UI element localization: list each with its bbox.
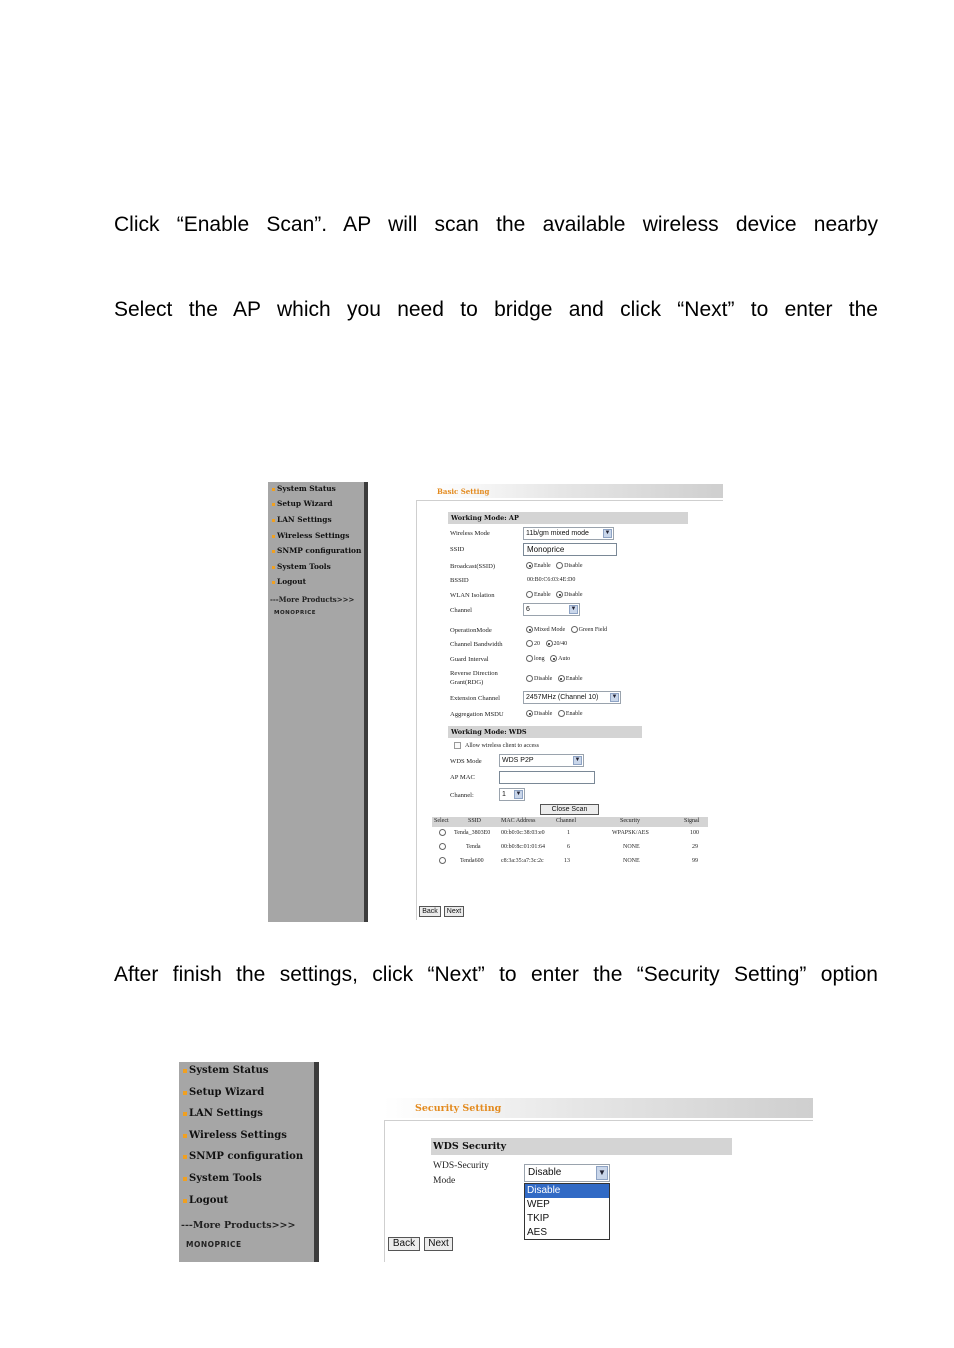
security-cell: NONE <box>623 844 640 850</box>
ssid-label: SSID <box>450 546 465 553</box>
bullet-icon <box>272 581 275 584</box>
more-products-link[interactable]: ---More Products>>> <box>181 1220 296 1231</box>
menu-system-tools[interactable]: System Tools <box>268 562 364 571</box>
guard-interval-options: long Auto <box>526 655 574 662</box>
scan-table-header <box>432 817 708 827</box>
frame-line <box>384 1120 385 1262</box>
menu-logout[interactable]: Logout <box>268 577 364 586</box>
bandwidth-20-radio[interactable] <box>526 640 533 647</box>
menu-logout[interactable]: Logout <box>179 1195 314 1206</box>
column-header: MAC Address <box>501 818 536 824</box>
bullet-icon <box>183 1199 187 1203</box>
isolation-enable-radio[interactable] <box>526 591 533 598</box>
chevron-down-icon: ▼ <box>515 791 522 797</box>
back-button[interactable]: Back <box>388 1237 420 1251</box>
bandwidth-2040-radio[interactable] <box>546 640 553 647</box>
table-row[interactable] <box>432 855 708 869</box>
allow-wireless-client: Allow wireless client to access <box>454 742 543 749</box>
bullet-icon <box>183 1177 187 1181</box>
bssid-label: BSSID <box>450 577 469 584</box>
wds-security-mode-select[interactable]: Disable ▼ <box>524 1164 610 1182</box>
bullet-icon <box>272 566 275 569</box>
security-cell: NONE <box>623 858 640 864</box>
mac-cell: 00:b0:8c:01:01:64 <box>501 844 545 850</box>
frame-line <box>384 1120 813 1121</box>
monoprice-logo: MONOPRICE <box>186 1240 242 1249</box>
signal-cell: 99 <box>692 858 698 864</box>
bullet-icon <box>183 1091 187 1095</box>
amsdu-enable-radio[interactable] <box>558 710 565 717</box>
security-mode-dropdown-list <box>524 1183 610 1240</box>
channel-label: Channel <box>450 607 472 614</box>
title-bar <box>430 484 723 498</box>
ssid-cell: Tenda_3803E0 <box>454 830 491 836</box>
column-header: Security <box>620 818 640 824</box>
instruction-enable-scan: Click “Enable Scan”. AP will scan the available wireless device nearby <box>114 213 878 236</box>
sidebar <box>268 482 364 922</box>
security-setting-screenshot <box>179 1062 813 1262</box>
menu-wireless-settings[interactable]: Wireless Settings <box>179 1130 314 1141</box>
wlan-isolation-options: Enable Disable <box>526 591 587 598</box>
chevron-down-icon: ▼ <box>570 606 577 612</box>
column-header: Channel <box>556 818 576 824</box>
channel-select[interactable]: 6 ▼ <box>523 603 580 616</box>
aggregation-msdu-label: Aggregation MSDU <box>450 711 504 718</box>
monoprice-logo: MONOPRICE <box>274 610 317 616</box>
option-disable[interactable]: Disable <box>525 1184 609 1198</box>
rdg-enable-radio[interactable] <box>558 675 565 682</box>
broadcast-ssid-options: Enable Disable <box>526 562 587 569</box>
aggregation-msdu-options: Disable Enable <box>526 710 587 717</box>
wireless-mode-select[interactable]: 11b/gm mixed mode ▼ <box>523 527 614 540</box>
wds-channel-select[interactable]: 1 ▼ <box>499 788 525 801</box>
wireless-mode-label: Wireless Mode <box>450 530 490 537</box>
bullet-icon <box>183 1134 187 1138</box>
menu-lan-settings[interactable]: LAN Settings <box>268 515 364 524</box>
section-working-mode-wds: Working Mode: WDS <box>448 726 642 738</box>
more-products-link[interactable]: ---More Products>>> <box>270 595 355 604</box>
sidebar-divider <box>314 1062 319 1262</box>
bullet-icon <box>272 503 275 506</box>
rdg-options: Disable Enable <box>526 675 587 682</box>
bullet-icon <box>183 1112 187 1116</box>
select-radio[interactable] <box>439 843 447 850</box>
close-scan-button[interactable]: Close Scan <box>540 804 599 815</box>
chevron-down-icon: ▼ <box>596 1166 608 1180</box>
channel-bandwidth-label: Channel Bandwidth <box>450 641 503 648</box>
operation-mode-options: Mixed Mode Green Field <box>526 626 611 633</box>
broadcast-enable-radio[interactable] <box>526 562 533 569</box>
wds-mode-label: WDS Mode <box>450 758 482 765</box>
basic-setting-screenshot <box>268 482 723 922</box>
guard-auto-radio[interactable] <box>550 655 557 662</box>
isolation-disable-radio[interactable] <box>556 591 563 598</box>
menu-system-status[interactable]: System Status <box>179 1065 314 1076</box>
operation-mode-label: OperationMode <box>450 627 492 634</box>
channel-bandwidth-options: 20 20/40 <box>526 640 571 647</box>
guard-interval-label: Guard Interval <box>450 656 489 663</box>
bullet-icon <box>272 519 275 522</box>
ssid-input[interactable]: Monoprice <box>523 543 617 556</box>
table-row[interactable] <box>432 841 708 855</box>
channel-cell: 6 <box>567 844 570 850</box>
bullet-icon <box>272 535 275 538</box>
sidebar-divider <box>364 482 368 922</box>
frame-line <box>416 500 417 920</box>
bullet-icon <box>272 550 275 553</box>
channel-cell: 1 <box>567 830 570 836</box>
column-header: SSID <box>468 818 482 824</box>
wds-security-mode-label-line1: WDS-Security <box>433 1161 489 1171</box>
rdg-label-line1: Reverse Direction <box>450 670 498 677</box>
allow-wireless-client-checkbox[interactable] <box>454 742 461 749</box>
signal-cell: 29 <box>692 844 698 850</box>
column-header: Signal <box>684 818 700 824</box>
rdg-disable-radio[interactable] <box>526 675 533 682</box>
bssid-value: 00:B0:C6:03:4E:D0 <box>527 577 576 583</box>
mac-cell: c8:3a:35:a7:3c:2c <box>501 858 544 864</box>
signal-cell: 100 <box>690 830 699 836</box>
instruction-security-setting: After finish the settings, click “Next” to enter the “Security Setting” option <box>114 963 878 986</box>
option-tkip[interactable]: TKIP <box>527 1213 550 1224</box>
menu-wireless-settings[interactable]: Wireless Settings <box>268 531 364 540</box>
next-button[interactable]: Next <box>424 1237 453 1251</box>
table-row[interactable] <box>432 827 708 841</box>
bullet-icon <box>183 1155 187 1159</box>
bullet-icon <box>272 488 275 491</box>
title-bar <box>384 1098 813 1118</box>
sidebar <box>179 1062 314 1262</box>
instruction-select-ap: Select the AP which you need to bridge and click “Next” to enter the <box>114 298 878 321</box>
chevron-down-icon: ▼ <box>574 757 581 763</box>
broadcast-disable-radio[interactable] <box>556 562 563 569</box>
bullet-icon <box>183 1069 187 1073</box>
amsdu-disable-radio[interactable] <box>526 710 533 717</box>
ssid-cell: Tenda <box>466 844 481 850</box>
opmode-green-radio[interactable] <box>571 626 578 633</box>
select-radio[interactable] <box>439 857 447 864</box>
chevron-down-icon: ▼ <box>604 530 611 536</box>
guard-long-radio[interactable] <box>526 655 533 662</box>
section-working-mode-ap: Working Mode: AP <box>448 512 688 524</box>
channel-cell: 13 <box>564 858 570 864</box>
ap-mac-input[interactable] <box>499 771 595 784</box>
back-button[interactable]: Back <box>419 906 441 917</box>
chevron-down-icon: ▼ <box>611 694 618 700</box>
rdg-label-line2: Grant(RDG) <box>450 679 484 686</box>
next-button[interactable]: Next <box>444 906 464 917</box>
wds-security-mode-label-line2: Mode <box>433 1176 456 1186</box>
option-wep[interactable]: WEP <box>527 1199 550 1210</box>
section-wds-security: WDS Security <box>431 1138 732 1155</box>
ssid-cell: Tenda600 <box>460 858 484 864</box>
menu-system-status[interactable]: System Status <box>268 484 364 493</box>
page-title: Basic Setting <box>437 487 490 496</box>
column-header: Select <box>434 818 449 824</box>
menu-snmp-configuration[interactable]: SNMP configuration <box>268 546 364 555</box>
scan-results-table <box>432 817 708 869</box>
menu-snmp-configuration[interactable]: SNMP configuration <box>179 1151 314 1162</box>
menu-setup-wizard[interactable]: Setup Wizard <box>179 1087 314 1098</box>
extension-channel-label: Extension Channel <box>450 695 500 702</box>
mac-cell: 00:b0:0c:38:03:e0 <box>501 830 545 836</box>
wlan-isolation-label: WLAN Isolation <box>450 592 495 599</box>
broadcast-ssid-label: Broadcast(SSID) <box>450 563 496 570</box>
wds-mode-select[interactable]: WDS P2P ▼ <box>499 754 584 767</box>
opmode-mixed-radio[interactable] <box>526 626 533 633</box>
select-radio[interactable] <box>439 829 447 836</box>
wds-channel-label: Channel: <box>450 792 474 799</box>
security-cell: WPAPSK/AES <box>612 830 649 836</box>
menu-system-tools[interactable]: System Tools <box>179 1173 314 1184</box>
frame-line <box>416 500 723 501</box>
page-title: Security Setting <box>415 1103 502 1114</box>
menu-setup-wizard[interactable]: Setup Wizard <box>268 499 364 508</box>
option-aes[interactable]: AES <box>527 1227 548 1238</box>
menu-lan-settings[interactable]: LAN Settings <box>179 1108 314 1119</box>
extension-channel-select[interactable]: 2457MHz (Channel 10) ▼ <box>523 691 621 704</box>
ap-mac-label: AP MAC <box>450 774 475 781</box>
